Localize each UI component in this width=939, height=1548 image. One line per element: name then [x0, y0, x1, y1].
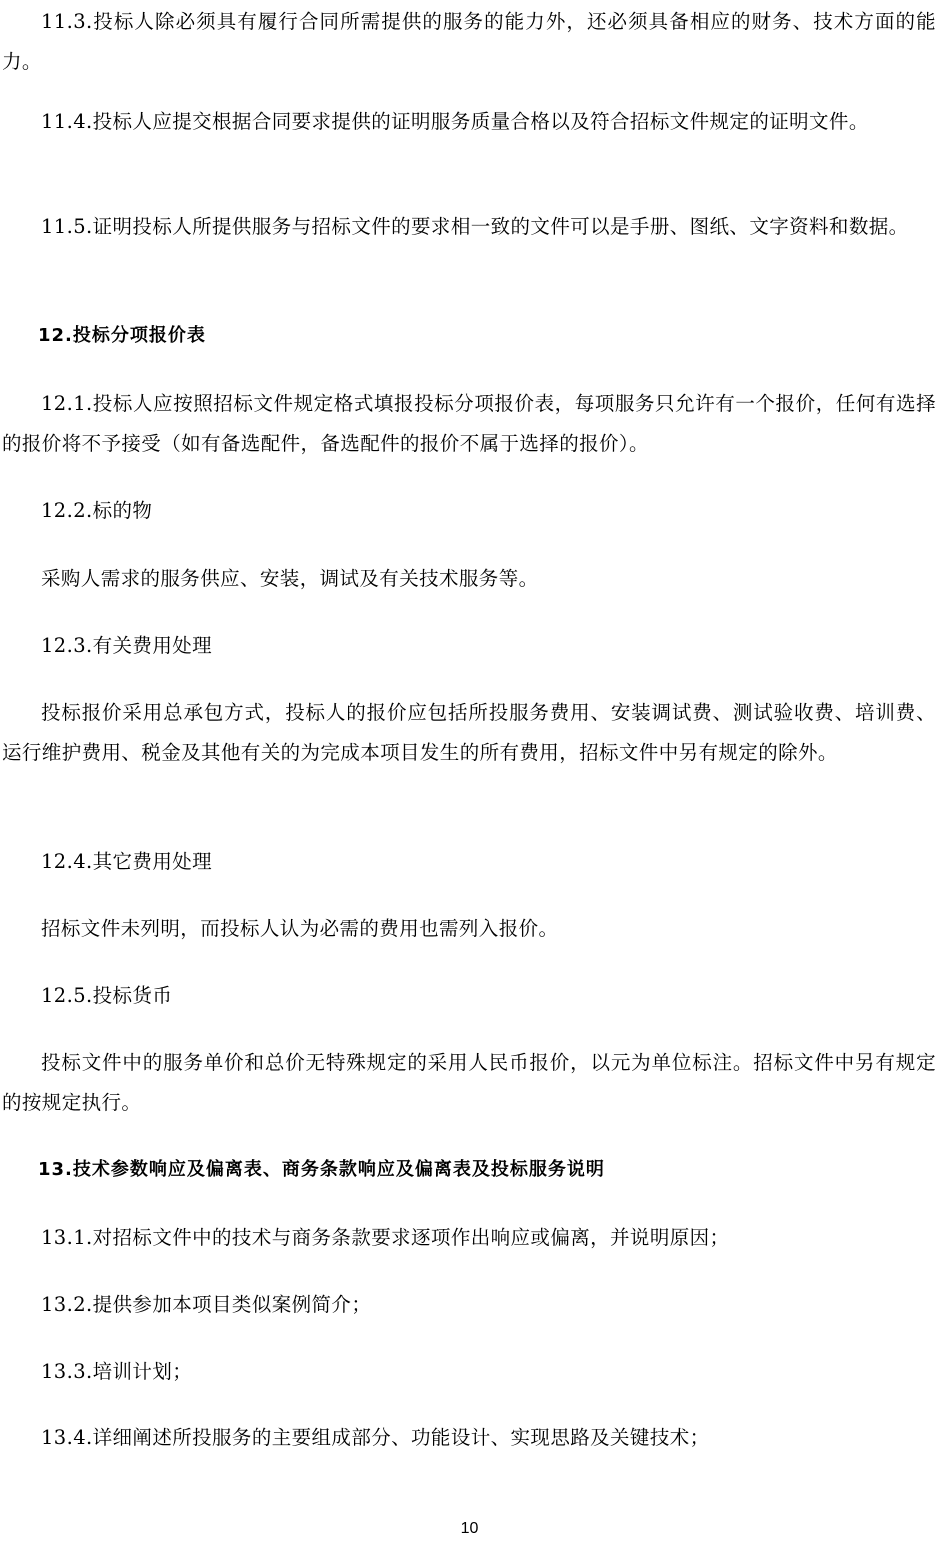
paragraph-11-5: 11.5.证明投标人所提供服务与招标文件的要求相一致的文件可以是手册、图纸、文字资料和数据。 — [41, 215, 909, 238]
section-heading-12: 12.投标分项报价表 — [38, 325, 206, 346]
paragraph-12-5-title: 12.5.投标货币 — [41, 984, 173, 1007]
paragraph-13-1: 13.1.对招标文件中的技术与商务条款要求逐项作出响应或偏离，并说明原因； — [41, 1226, 730, 1249]
paragraph-12-2-title: 12.2.标的物 — [41, 499, 153, 522]
section-heading-13: 13.技术参数响应及偏离表、商务条款响应及偏离表及投标服务说明 — [38, 1159, 605, 1180]
paragraph-12-2-body: 采购人需求的服务供应、安装，调试及有关技术服务等。 — [41, 567, 539, 590]
paragraph-13-4: 13.4.详细阐述所投服务的主要组成部分、功能设计、实现思路及关键技术； — [41, 1426, 710, 1449]
paragraph-12-4-body: 招标文件未列明，而投标人认为必需的费用也需列入报价。 — [41, 917, 559, 940]
paragraph-12-1: 12.1.投标人应按照招标文件规定格式填报投标分项报价表，每项服务只允许有一个报价，任何有选择的报价将不予接受（如有备选配件，备选配件的报价不属于选择的报价）。 — [2, 392, 936, 455]
paragraph-12-4-title: 12.4.其它费用处理 — [41, 850, 213, 873]
paragraph-12-3-title: 12.3.有关费用处理 — [41, 634, 213, 657]
paragraph-12-3-body: 投标报价采用总承包方式，投标人的报价应包括所投服务费用、安装调试费、测试验收费、培训费、运行维护费用、税金及其他有关的为完成本项目发生的所有费用，招标文件中另有规定的除外。 — [2, 701, 936, 764]
paragraph-13-2: 13.2.提供参加本项目类似案例简介； — [41, 1293, 372, 1316]
paragraph-11-3: 11.3.投标人除必须具有履行合同所需提供的服务的能力外，还必须具备相应的财务、技术方面的能力。 — [2, 10, 936, 73]
paragraph-11-4: 11.4.投标人应提交根据合同要求提供的证明服务质量合格以及符合招标文件规定的证明文件。 — [41, 110, 869, 133]
page-number: 10 — [460, 1520, 479, 1537]
paragraph-12-5-body: 投标文件中的服务单价和总价无特殊规定的采用人民币报价，以元为单位标注。招标文件中另有规定的按规定执行。 — [2, 1051, 936, 1114]
paragraph-13-3: 13.3.培训计划； — [41, 1360, 193, 1383]
